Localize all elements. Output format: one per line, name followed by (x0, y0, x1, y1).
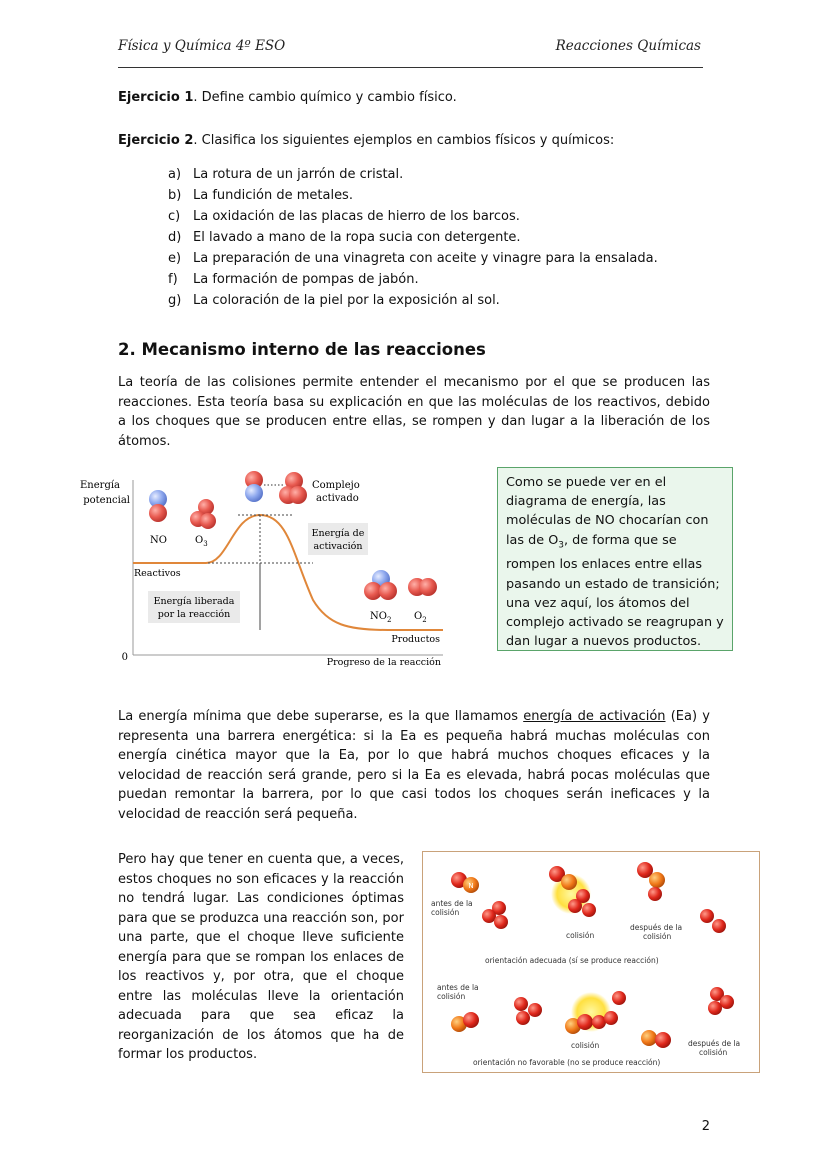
list-item-letter: d) (168, 230, 182, 245)
after-label-1: después de la (630, 923, 683, 932)
reactivos-label: Reactivos (134, 568, 181, 579)
before-label-2: colisión (431, 908, 460, 917)
o3-label (195, 535, 208, 548)
collision-bad (565, 991, 626, 1034)
exercise-2-text: . Clasifica los siguientes ejemplos en cambios físicos y químicos: (193, 133, 615, 148)
activation-energy-term: energía de activación (523, 709, 666, 724)
o2-symbol: O (414, 611, 423, 622)
list-item-text: La rotura de un jarrón de cristal. (193, 167, 404, 182)
list-item-text: La oxidación de las placas de hierro de los barcos. (193, 209, 520, 224)
before-label-bad-2: colisión (437, 992, 466, 1001)
exercise-1-text: . Define cambio químico y cambio físico. (193, 90, 457, 105)
after-label-2: colisión (643, 932, 672, 941)
collision-orientation-illustration (422, 851, 760, 1073)
no2-symbol: NO (370, 611, 387, 622)
no2-molecule (364, 570, 397, 600)
examples-list (168, 164, 658, 311)
before-label-bad-1: antes de la (437, 983, 479, 992)
atom-label-n: N (468, 882, 474, 890)
exercise-1-label: Ejercicio 1 (118, 90, 194, 105)
o2-molecule (408, 578, 437, 596)
before-collision-bad (451, 997, 542, 1032)
energy-diagram (80, 465, 450, 670)
page-number: 2 (701, 1119, 710, 1134)
callout-text-2: , de forma que se rompen los enlaces entre ellas pasando un estado de transición; una vez aquí, los átomos del complejo activado se reagrupan y dan lugar a nuevos productos. (506, 532, 724, 650)
x-axis-label: Progreso de la reacción (326, 657, 441, 668)
header-divider (118, 67, 703, 68)
list-item-letter: c) (168, 209, 181, 224)
list-item (168, 164, 658, 185)
list-item-letter: f) (168, 272, 178, 287)
o3-molecule (190, 499, 216, 529)
o2-subscript: 2 (422, 616, 427, 624)
list-item-text: La coloración de la piel por la exposición al sol. (193, 293, 500, 308)
origin-label: 0 (121, 652, 128, 663)
paragraph-effective-collisions: Pero hay que tener en cuenta que, a veces, estos choques no son eficaces y la reacción no tendrá lugar. Las condiciones óptimas para que se produzca una reacción son, por una parte, que el choque lleve suficiente energía para que se rompan los enlaces de los reactivos y, por otra, que el choque entre las moléculas lleve la orientación adecuada para que sea eficaz la reorganización de los átomos que ha de formar los productos. (118, 852, 404, 1062)
complex-label-1: Complejo (312, 480, 360, 491)
list-item-text: La preparación de una vinagreta con aceite y vinagre para la ensalada. (193, 251, 658, 266)
header-left: Física y Química 4º ESO (118, 38, 286, 54)
paragraph-collision-theory: La teoría de las colisiones permite entender el mecanismo por el que se producen las reacciones. Esta teoría basa su explicación en que las moléculas de los reactivos, debido a los choques que se producen entre ellas, se rompen y dan lugar a la liberación de los átomos. (118, 375, 710, 449)
no2-label (370, 611, 391, 624)
released-label-1: Energía liberada (153, 596, 235, 607)
collision-label-bad: colisión (571, 1041, 600, 1050)
list-item-letter: a) (168, 167, 182, 182)
list-item (168, 290, 658, 311)
list-item (168, 269, 658, 290)
callout-text-1: Como se puede ver en el diagrama de energía, las moléculas de NO chocarían con las de O (506, 475, 709, 548)
o2-label (414, 611, 427, 624)
list-item-text: La fundición de metales. (193, 188, 353, 203)
exercise-2 (118, 131, 614, 151)
callout-subscript: 3 (558, 540, 565, 551)
explanation-callout (497, 467, 733, 651)
list-item-letter: e) (168, 251, 182, 266)
list-item-letter: g) (168, 293, 182, 308)
header-right: Reacciones Químicas (555, 38, 701, 54)
activated-complex (245, 471, 307, 504)
list-item (168, 227, 658, 248)
y-axis-label-1: Energía (80, 480, 120, 491)
section-title: 2. Mecanismo interno de las reacciones (118, 340, 486, 359)
good-orientation-caption: orientación adecuada (sí se produce reacción) (485, 956, 659, 965)
activation-label-1: Energía de (311, 528, 365, 539)
collision-good (549, 866, 596, 917)
after-label-bad-2: colisión (699, 1048, 728, 1057)
list-item-letter: b) (168, 188, 182, 203)
o3-symbol: O (195, 535, 204, 546)
bad-orientation-caption: orientación no favorable (no se produce reacción) (473, 1058, 661, 1067)
list-item (168, 206, 658, 227)
released-label-2: por la reacción (157, 609, 231, 620)
collision-label: colisión (566, 931, 595, 940)
complex-label-2: activado (316, 493, 359, 504)
activation-label-2: activación (313, 541, 363, 552)
no2-subscript: 2 (386, 616, 392, 624)
exercise-1 (118, 88, 457, 108)
list-item-text: La formación de pompas de jabón. (193, 272, 419, 287)
exercise-2-label: Ejercicio 2 (118, 133, 194, 148)
y-axis-label-2: potencial (83, 495, 130, 506)
paragraph-activation-energy (118, 707, 710, 824)
no-molecule (149, 490, 167, 522)
before-label-1: antes de la (431, 899, 473, 908)
no-label: NO (150, 535, 167, 546)
list-item (168, 185, 658, 206)
o3-subscript: 3 (203, 540, 208, 548)
list-item-text: El lavado a mano de la ropa sucia con detergente. (193, 230, 521, 245)
productos-label: Productos (391, 634, 440, 645)
paragraph-2-after: (Ea) y representa una barrera energética: si la Ea es pequeña habrá muchas moléculas con energía cinética mayor que la Ea, por lo que habrá muchos choques eficaces y la velocidad de reacción será grande, pero si la Ea es elevada, habrá pocas moléculas que puedan remontar la barrera, por lo que casi todos los choques serán ineficaces y la velocidad de reacción será pequeña. (118, 709, 710, 822)
list-item (168, 248, 658, 269)
after-label-bad-1: después de la (688, 1039, 741, 1048)
paragraph-2-before: La energía mínima que debe superarse, es la que llamamos (118, 709, 524, 724)
